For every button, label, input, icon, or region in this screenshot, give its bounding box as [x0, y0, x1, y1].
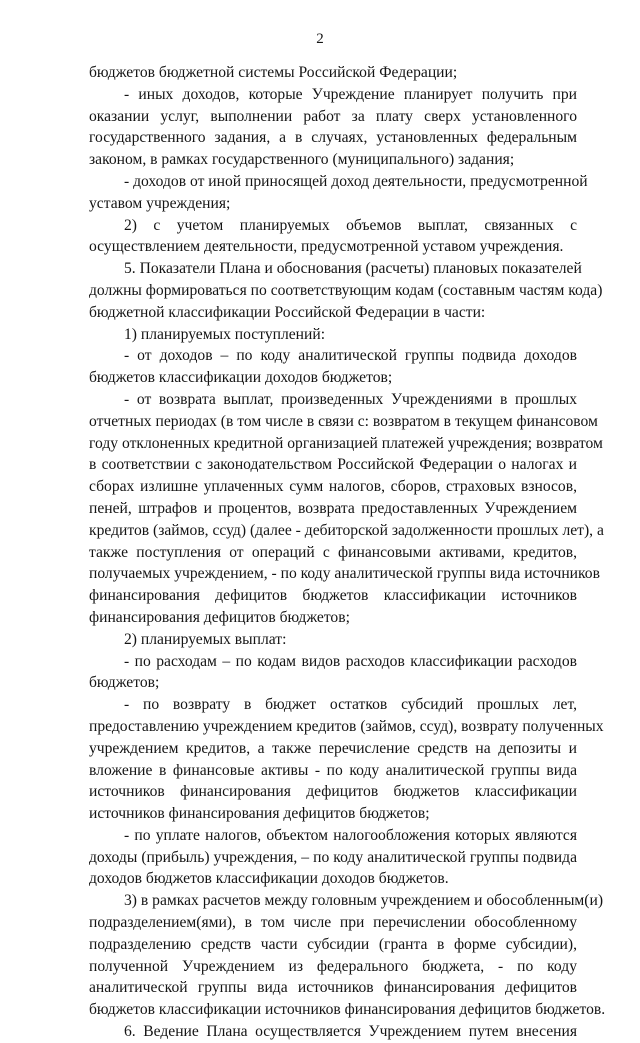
- text-line: 5. Показатели Плана и обоснования (расчеты) плановых показателей: [124, 260, 582, 278]
- text-line: также поступления от операций с финансовыми активами, кредитов,: [89, 543, 577, 561]
- text-line: бюджетов бюджетной системы Российской Федерации;: [89, 64, 458, 81]
- text-line: - иных доходов, которые Учреждение планирует получить при: [124, 85, 577, 103]
- text-line: отчетных периодах (в том числе в связи с: возвратом в текущем финансовом: [89, 412, 598, 430]
- page-number: 2: [316, 31, 324, 47]
- text-line: - по уплате налогов, объектом налогообложения которых являются: [124, 826, 577, 844]
- text-line: финансирования дефицитов бюджетов;: [89, 608, 350, 626]
- text-line: 2) планируемых выплат:: [124, 630, 287, 648]
- text-line: доходов бюджетов классификации доходов бюджетов.: [89, 870, 449, 888]
- text-line: получаемых учреждением, - по коду аналитической группы вида источников: [89, 565, 600, 583]
- text-line: - по возврату в бюджет остатков субсидий прошлых лет,: [124, 696, 577, 714]
- text-line: - от возврата выплат, произведенных Учреждениями в прошлых: [124, 390, 577, 408]
- text-line: 1) планируемых поступлений:: [124, 325, 326, 343]
- text-line: сборах излишне уплаченных сумм налогов, сборов, страховых взносов,: [89, 478, 577, 496]
- text-line: году отклоненных кредитной организацией платежей учреждения; возвратом: [89, 434, 603, 452]
- text-line: должны формироваться по соответствующим кодам (составным частям кода): [89, 281, 603, 299]
- text-line: подразделением(ями), в том числе при перечислении обособленному: [89, 914, 577, 932]
- text-line: аналитической группы вида источников финансирования дефицитов: [89, 979, 577, 997]
- text-line: 2) с учетом планируемых объемов выплат, связанных с: [124, 216, 577, 234]
- text-line: кредитов (займов, ссуд) (далее - дебиторской задолженности прошлых лет), а: [89, 521, 604, 539]
- text-line: доходы (прибыль) учреждения, – по коду аналитической группы подвида: [89, 848, 577, 866]
- text-line: 3) в рамках расчетов между головным учреждением и обособленным(и): [124, 892, 604, 910]
- text-line: полученной Учреждением из федерального бюджета, - по коду: [89, 957, 577, 975]
- text-line: законом, в рамках государственного (муниципального) задания;: [89, 151, 515, 169]
- text-line: оказании услуг, выполнении работ за плату сверх установленного: [89, 107, 577, 125]
- text-line: бюджетной классификации Российской Федерации в части:: [89, 303, 486, 321]
- text-line: учреждением кредитов, а также перечисление средств на депозиты и: [89, 739, 577, 757]
- text-line: финансирования дефицитов бюджетов классификации источников: [89, 587, 577, 605]
- text-line: вложение в финансовые активы - по коду аналитической группы вида: [89, 761, 577, 779]
- text-line: 6. Ведение Плана осуществляется Учреждением путем внесения: [124, 1023, 577, 1041]
- text-line: источников финансирования дефицитов бюджетов;: [89, 805, 430, 823]
- text-line: бюджетов классификации доходов бюджетов;: [89, 369, 393, 387]
- text-line: бюджетов;: [89, 674, 160, 692]
- text-line: - от доходов – по коду аналитической группы подвида доходов: [124, 347, 577, 365]
- text-line: бюджетов классификации источников финансирования дефицитов бюджетов.: [89, 1001, 606, 1019]
- text-line: предоставлению учреждением кредитов (займов, ссуд), возврату полученных: [89, 717, 604, 735]
- document-body: [89, 62, 606, 1043]
- text-line: уставом учреждения;: [89, 194, 231, 212]
- text-line: пеней, штрафов и процентов, возврата предоставленных Учреждением: [89, 499, 577, 517]
- text-line: - по расходам – по кодам видов расходов классификации расходов: [124, 652, 577, 670]
- text-line: - доходов от иной приносящей доход деятельности, предусмотренной: [124, 172, 588, 190]
- text-line: подразделению средств части субсидии (гранта в форме субсидии),: [89, 935, 577, 953]
- text-line: в соответствии с законодательством Российской Федерации о налогах и: [89, 456, 577, 474]
- text-line: источников финансирования дефицитов бюджетов классификации: [89, 783, 577, 801]
- text-line: государственного задания, а в случаях, установленных федеральным: [89, 129, 577, 147]
- text-line: осуществлением деятельности, предусмотренной уставом учреждения.: [89, 238, 564, 256]
